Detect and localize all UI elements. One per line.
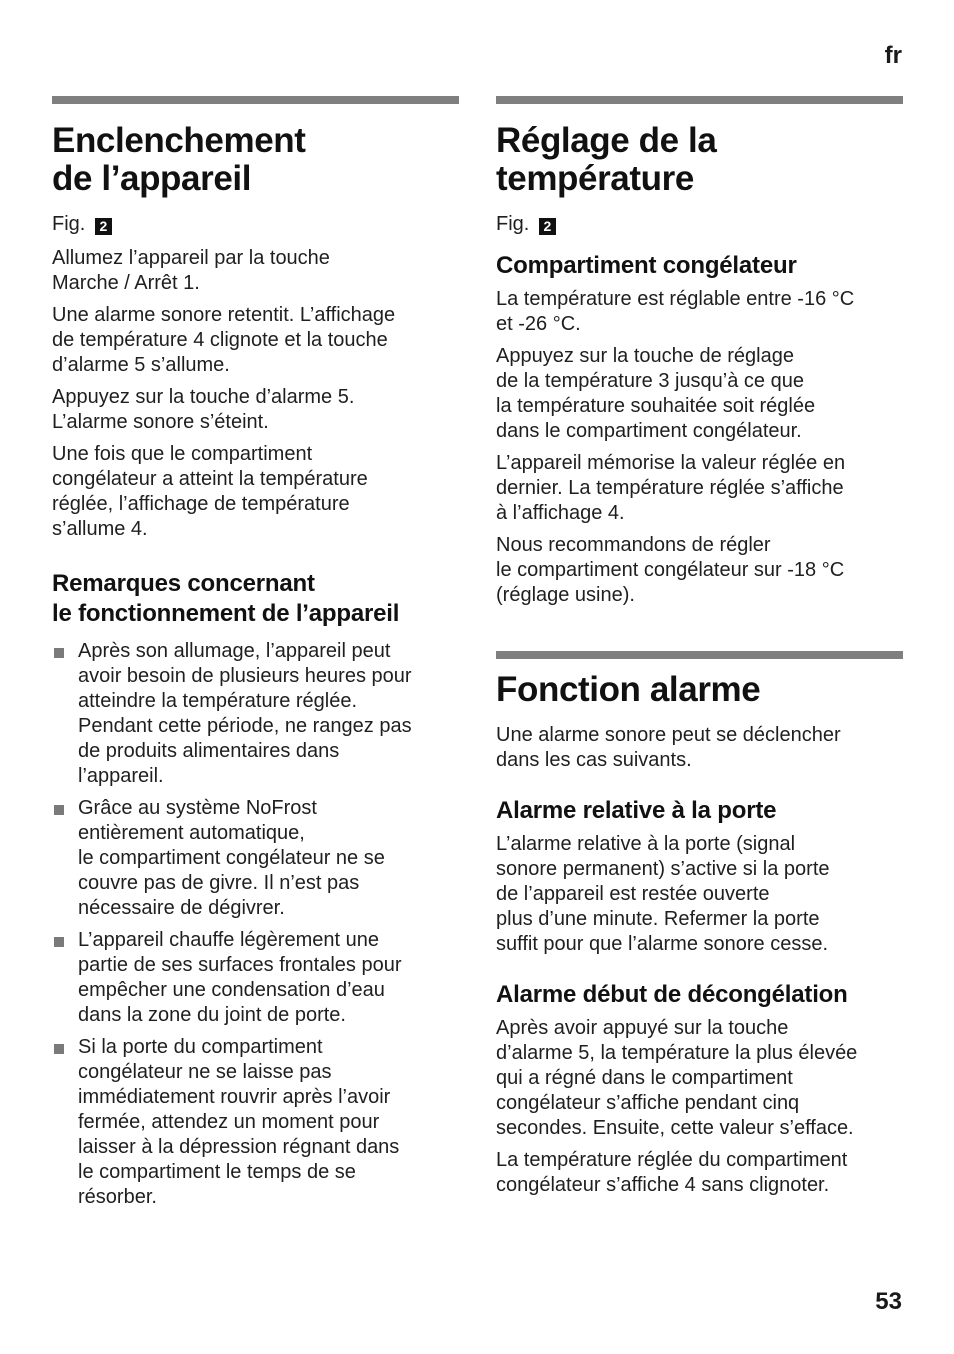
section-rule [52, 96, 459, 104]
text-line: (réglage usine). [496, 584, 635, 606]
page-number: 53 [875, 1288, 902, 1315]
text-line: de produits alimentaires dans [78, 740, 340, 762]
text-line: congélateur s’affiche pendant cinq [496, 1092, 800, 1114]
text-line: entièrement automatique, [78, 822, 305, 844]
text-line: Nous recommandons de régler [496, 534, 771, 556]
text-line: congélateur ne se laisse pas [78, 1061, 332, 1083]
alarme-porte-text [496, 832, 903, 957]
text-line: partie de ses surfaces frontales pour [78, 954, 402, 976]
subheading-compartiment: Compartiment congélateur [496, 252, 797, 279]
subheading-alarme-porte: Alarme relative à la porte [496, 797, 777, 824]
section-title-alarme: Fonction alarme [496, 670, 761, 709]
paragraph [496, 451, 903, 526]
text-line: s’allume 4. [52, 518, 148, 540]
right-column [496, 96, 903, 1205]
text-line: résorber. [78, 1186, 157, 1208]
text-line: Après son allumage, l’appareil peut [78, 640, 391, 662]
subheading-remarques: Remarques concernant le fonctionnement de l’appareil [52, 570, 400, 627]
text-line: d’alarme 5, la température la plus élevée [496, 1042, 858, 1064]
list-item [52, 1035, 459, 1210]
text-line: dans la zone du joint de porte. [78, 1004, 346, 1026]
text-line: immédiatement rouvrir après l’avoir [78, 1086, 391, 1108]
text-line: laisser à la dépression régnant dans [78, 1136, 400, 1158]
paragraph [52, 442, 459, 542]
section-title-enclenchement: Enclenchement de l’appareil [52, 121, 306, 198]
text-line: L’appareil chauffe légèrement une [78, 929, 379, 951]
text-line: L’alarme sonore s’éteint. [52, 411, 269, 433]
text-line: la température souhaitée soit réglée [496, 395, 816, 417]
text-line: Grâce au système NoFrost [78, 797, 317, 819]
text-line: congélateur s’affiche 4 sans clignoter. [496, 1174, 830, 1196]
text-line: nécessaire de dégivrer. [78, 897, 285, 919]
paragraph [52, 246, 459, 296]
text-line: Allumez l’appareil par la touche [52, 247, 330, 269]
text-line: avoir besoin de plusieurs heures pour [78, 665, 412, 687]
text-line: dans le compartiment congélateur. [496, 420, 802, 442]
figure-number-badge: 2 [95, 218, 112, 235]
list-item [52, 928, 459, 1028]
text-line: suffit pour que l’alarme sonore cesse. [496, 933, 829, 955]
text-line: dans les cas suivants. [496, 749, 692, 771]
figure-reference: Fig. 2 [52, 212, 459, 237]
paragraph [496, 287, 903, 337]
text-line: de l’appareil est restée ouverte [496, 883, 770, 905]
alarme-intro [496, 723, 903, 773]
text-line: empêcher une condensation d’eau [78, 979, 385, 1001]
language-label: fr [884, 42, 902, 69]
text-line: Si la porte du compartiment [78, 1036, 323, 1058]
text-line: Appuyez sur la touche d’alarme 5. [52, 386, 355, 408]
text-line: Une alarme sonore retentit. L’affichage [52, 304, 396, 326]
text-line: réglée, l’affichage de température [52, 493, 350, 515]
text-line: secondes. Ensuite, cette valeur s’efface. [496, 1117, 854, 1139]
text-line: Une alarme sonore peut se déclencher [496, 724, 841, 746]
text-line: Après avoir appuyé sur la touche [496, 1017, 789, 1039]
section-rule [496, 96, 903, 104]
paragraph [496, 1148, 903, 1198]
paragraph [52, 303, 459, 378]
text-line: le compartiment congélateur ne se [78, 847, 385, 869]
text-line: et -26 °C. [496, 313, 581, 335]
text-line: dernier. La température réglée s’affiche [496, 477, 844, 499]
text-line: le compartiment le temps de se [78, 1161, 356, 1183]
text-line: Marche / Arrêt 1. [52, 272, 200, 294]
text-line: Une fois que le compartiment [52, 443, 313, 465]
text-line: couvre pas de givre. Il n’est pas [78, 872, 360, 894]
subheading-alarme-decongelation: Alarme début de décongélation [496, 981, 848, 1008]
text-line: à l’affichage 4. [496, 502, 625, 524]
text-line: L’alarme relative à la porte (signal [496, 833, 796, 855]
text-line: congélateur a atteint la température [52, 468, 368, 490]
paragraph [496, 344, 903, 444]
text-line: de la température 3 jusqu’à ce que [496, 370, 804, 392]
left-paragraphs [52, 246, 459, 542]
list-item [52, 796, 459, 921]
text-line: Appuyez sur la touche de réglage [496, 345, 794, 367]
square-bullet-icon [54, 648, 64, 658]
text-line: L’appareil mémorise la valeur réglée en [496, 452, 846, 474]
paragraph [496, 533, 903, 608]
remarks-list [52, 639, 459, 1210]
text-line: plus d’une minute. Refermer la porte [496, 908, 820, 930]
square-bullet-icon [54, 805, 64, 815]
text-line: qui a régné dans le compartiment [496, 1067, 793, 1089]
decongelation-paragraphs [496, 1016, 903, 1198]
square-bullet-icon [54, 937, 64, 947]
list-item [52, 639, 459, 789]
text-line: La température réglée du compartiment [496, 1149, 848, 1171]
text-line: atteindre la température réglée. [78, 690, 358, 712]
paragraph [52, 385, 459, 435]
section-title-reglage: Réglage de la température [496, 121, 717, 198]
text-line: le compartiment congélateur sur -18 °C [496, 559, 845, 581]
paragraph [496, 1016, 903, 1141]
text-line: l’appareil. [78, 765, 164, 787]
section-rule [496, 651, 903, 659]
text-line: La température est réglable entre -16 °C [496, 288, 855, 310]
figure-number-badge: 2 [539, 218, 556, 235]
text-line: d’alarme 5 s’allume. [52, 354, 230, 376]
text-line: fermée, attendez un moment pour [78, 1111, 380, 1133]
reglage-paragraphs [496, 287, 903, 608]
square-bullet-icon [54, 1044, 64, 1054]
text-line: de température 4 clignote et la touche [52, 329, 388, 351]
figure-reference: Fig. 2 [496, 212, 903, 237]
text-line: sonore permanent) s’active si la porte [496, 858, 830, 880]
text-line: Pendant cette période, ne rangez pas [78, 715, 412, 737]
left-column [52, 96, 459, 1217]
